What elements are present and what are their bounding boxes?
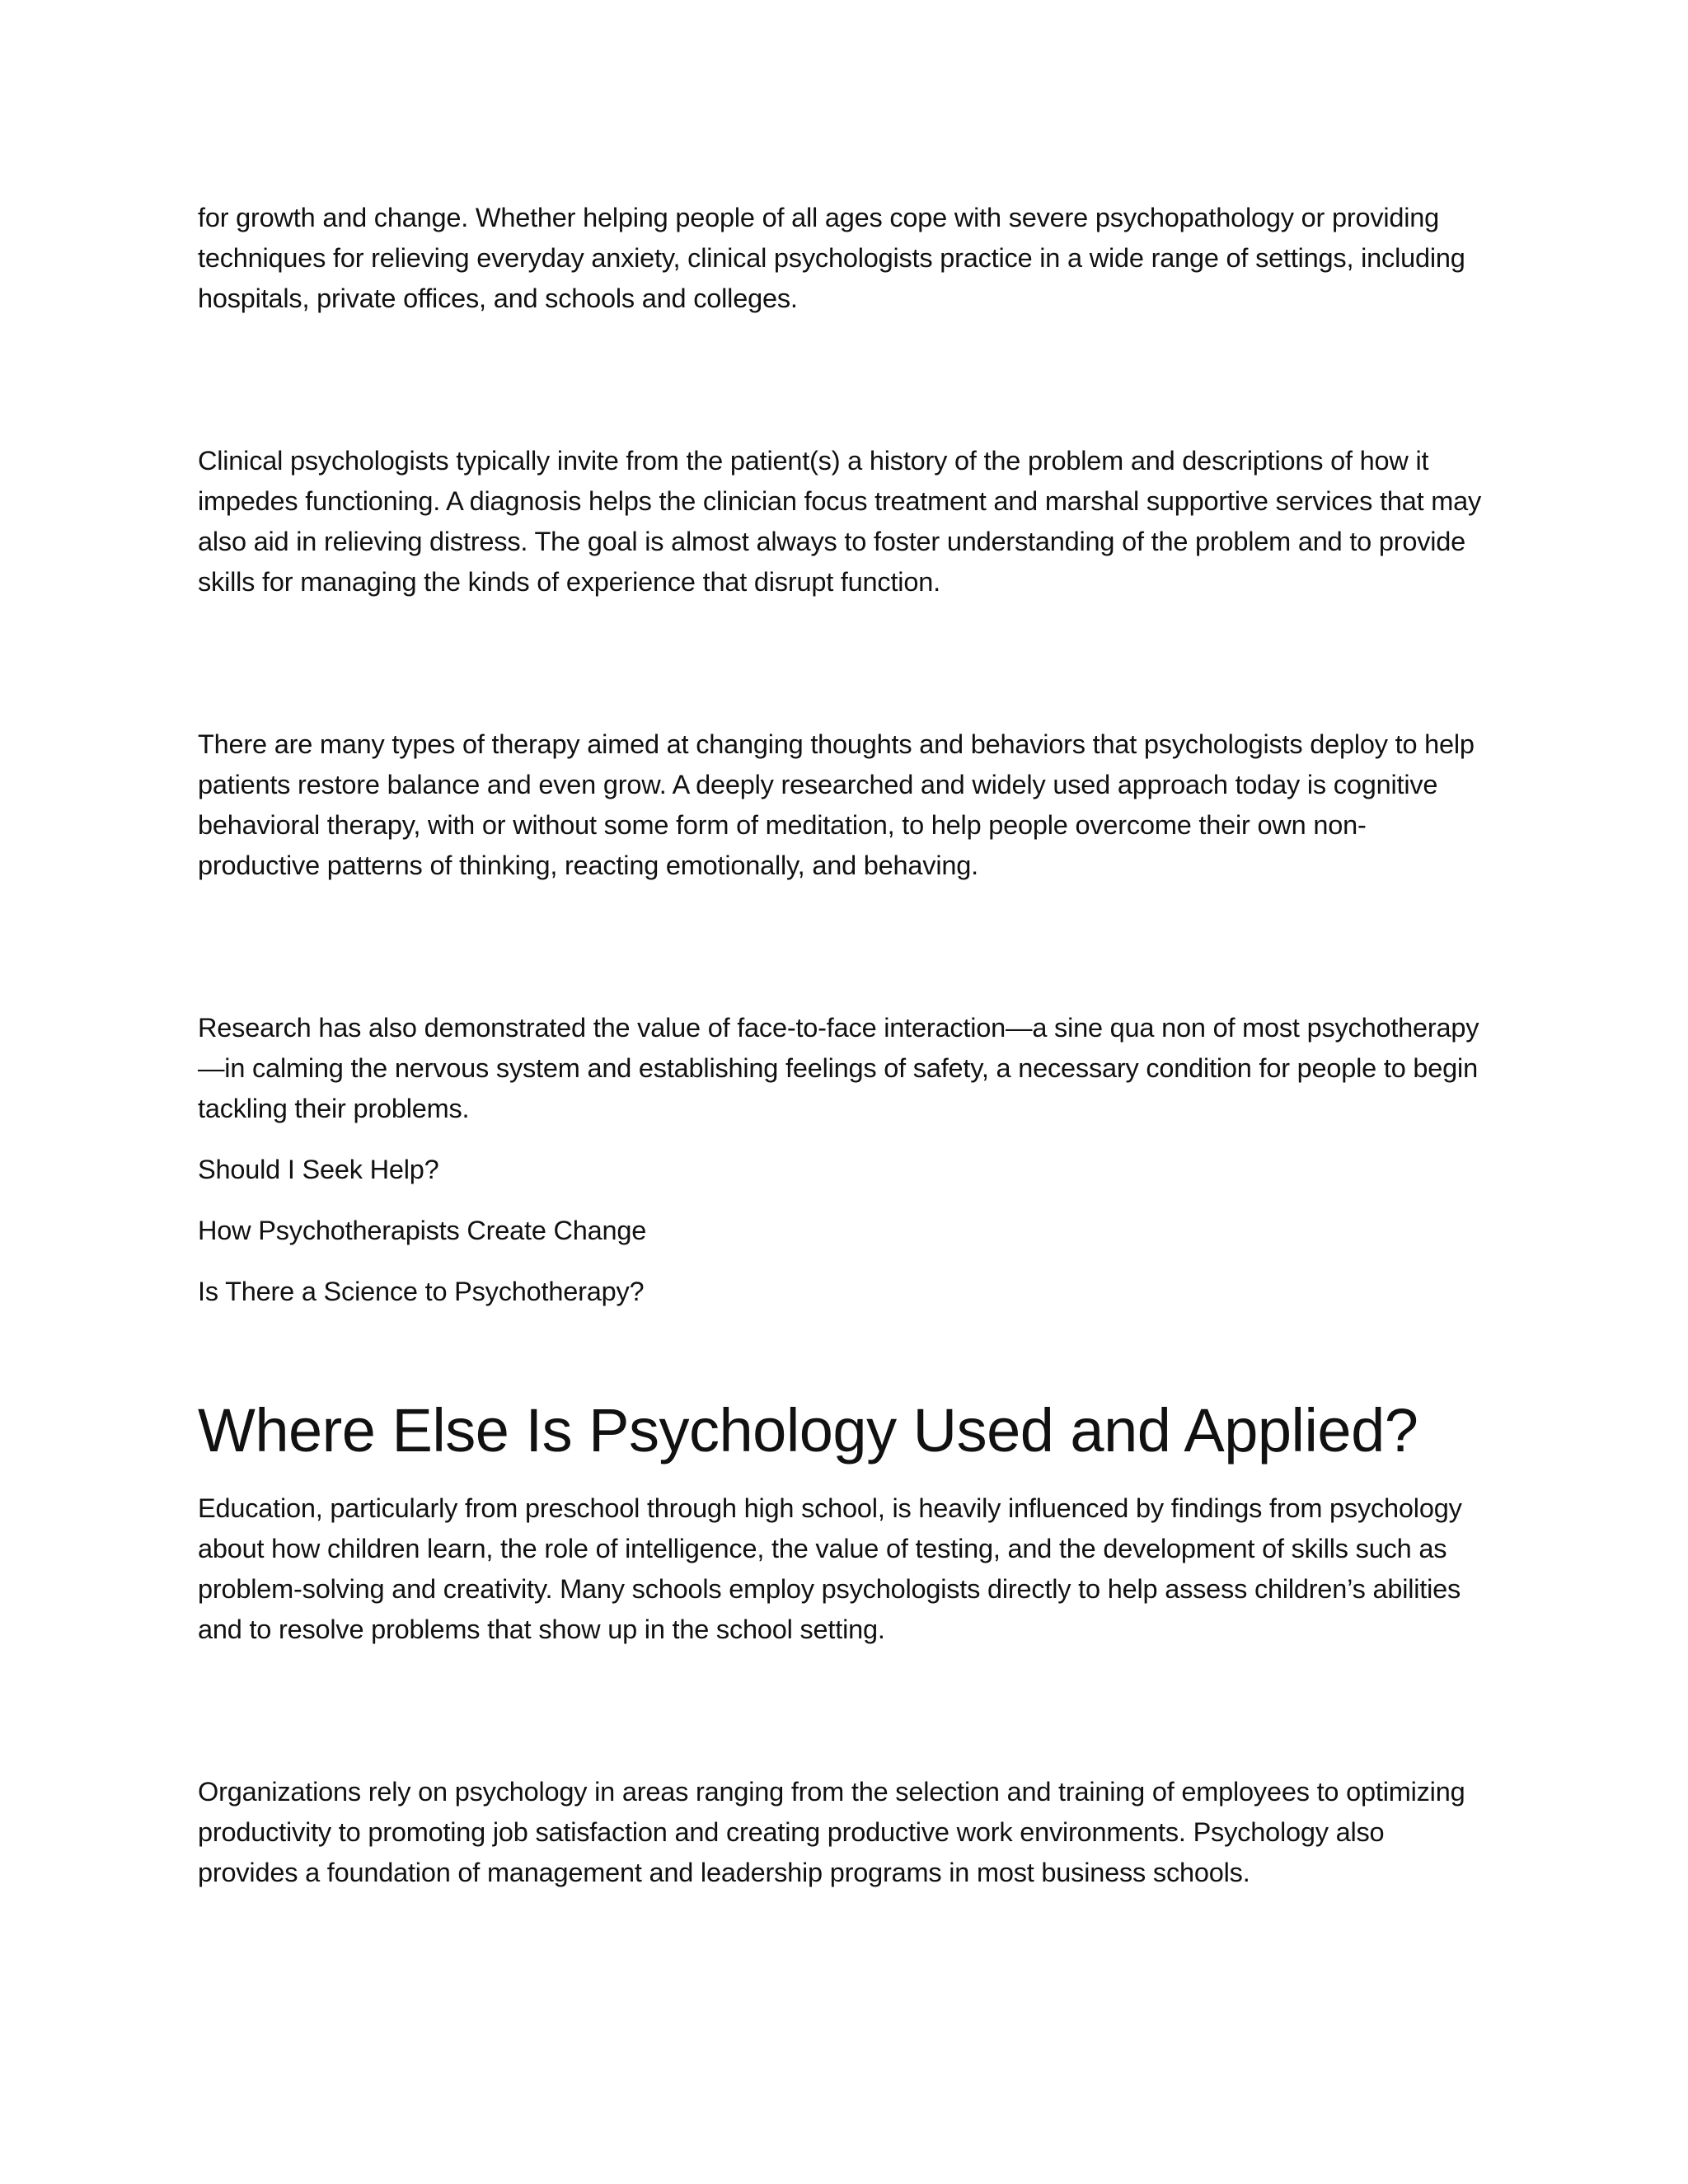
paragraph-face-to-face-research: Research has also demonstrated the value of face-to-face interaction—a sine qua non of most psychotherapy—in calming the nervous system and establishing feelings of safety, a necessary condition for people to begin tackling their problems.: [198, 1013, 1479, 1123]
related-link-create-change[interactable]: How Psychotherapists Create Change: [198, 1216, 647, 1245]
paragraph-organizations: Organizations rely on psychology in areas ranging from the selection and training of employees to optimizing productivity to promoting job satisfaction and creating productive work environments. Psychology also provides a foundation of management and leadership programs in most business schools.: [198, 1777, 1465, 1887]
paragraph-growth-and-change: for growth and change. Whether helping people of all ages cope with severe psychopathology or providing techniques for relieving everyday anxiety, clinical psychologists practice in a wide range of settings, including hospitals, private offices, and schools and colleges.: [198, 203, 1465, 313]
paragraph-clinical-psychologists: Clinical psychologists typically invite from the patient(s) a history of the problem and descriptions of how it impedes functioning. A diagnosis helps the clinician focus treatment and marshal supportive services that may also aid in relieving distress. The goal is almost always to foster understanding of the problem and to provide skills for managing the kinds of experience that disrupt function.: [198, 446, 1482, 597]
paragraph-education: Education, particularly from preschool through high school, is heavily influenced by findings from psychology about how children learn, the role of intelligence, the value of testing, and the development of skills such as problem-solving and creativity. Many schools employ psychologists directly to help assess children’s abilities and to resolve problems that show up in the school setting.: [198, 1493, 1462, 1644]
paragraph-types-of-therapy: There are many types of therapy aimed at changing thoughts and behaviors that psychologists deploy to help patients restore balance and even grow. A deeply researched and widely used approach today is cognitive behavioral therapy, with or without some form of meditation, to help people overcome their own non-productive patterns of thinking, reacting emotionally, and behaving.: [198, 729, 1475, 880]
section-heading: Where Else Is Psychology Used and Applied?: [198, 1396, 1418, 1465]
related-link-seek-help[interactable]: Should I Seek Help?: [198, 1155, 439, 1184]
document-body: [198, 198, 1484, 1893]
related-link-science-of-psychotherapy[interactable]: Is There a Science to Psychotherapy?: [198, 1277, 645, 1306]
